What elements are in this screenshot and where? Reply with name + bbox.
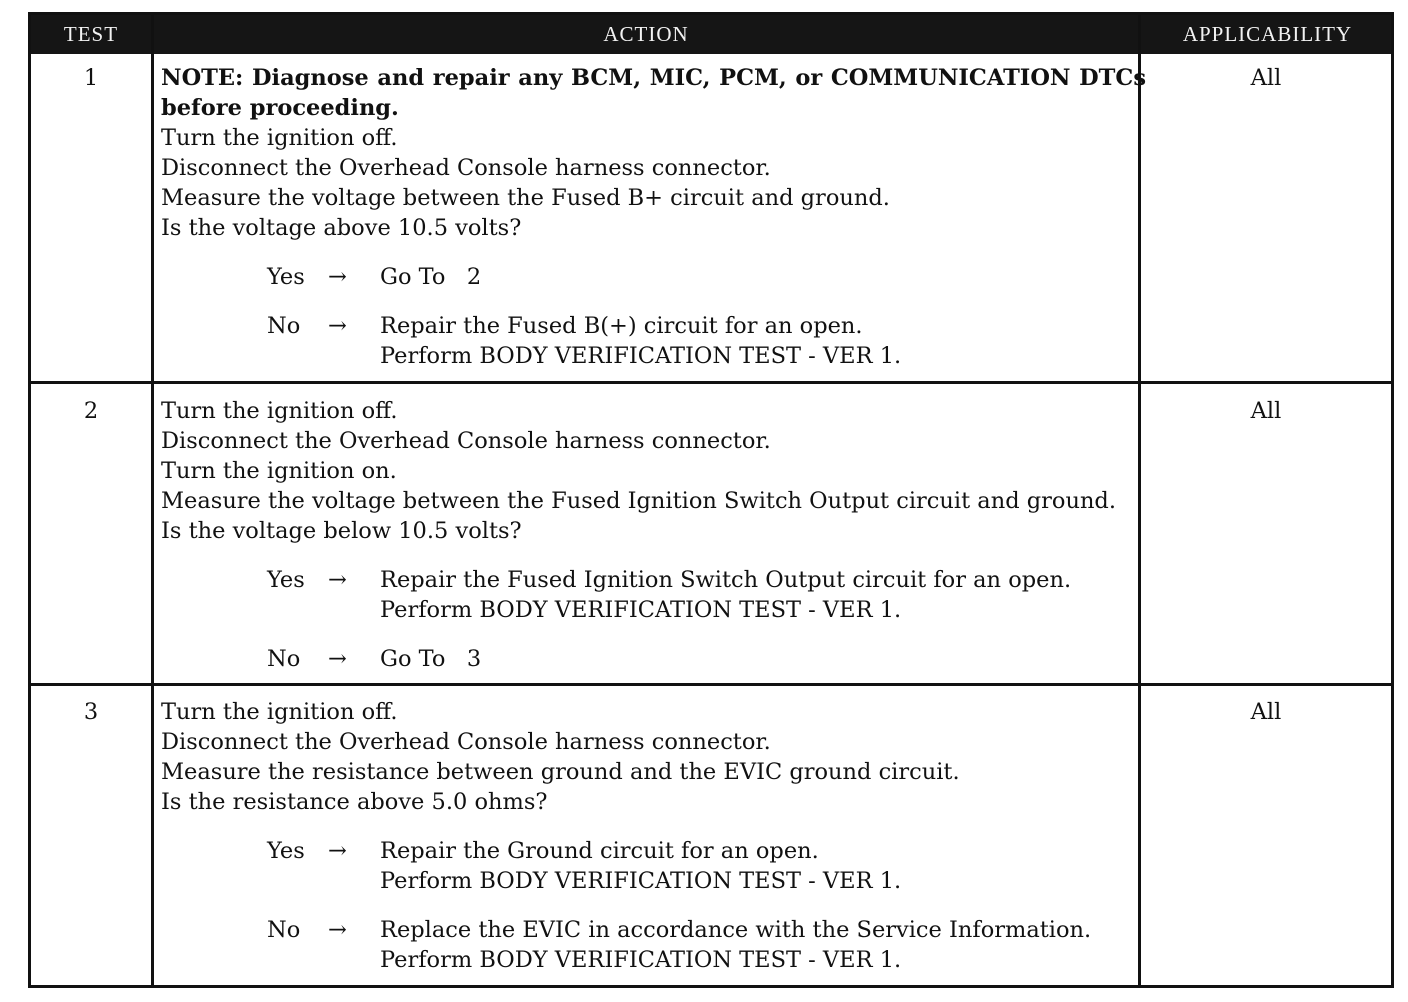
step-text: Turn the ignition off.	[161, 699, 398, 725]
yes-outcome	[161, 565, 1146, 625]
arrow-icon: →	[328, 838, 347, 864]
yes-label: Yes	[267, 838, 305, 864]
step-text: Disconnect the Overhead Console harness connector.	[161, 428, 771, 454]
test-number: 2	[83, 398, 99, 424]
arrow-icon: →	[328, 646, 347, 672]
step-text: Turn the ignition on.	[161, 458, 397, 484]
action-cell	[161, 63, 1146, 371]
header-applicability: APPLICABILITY	[1182, 22, 1353, 46]
outcome-text: Repair the Fused Ignition Switch Output circuit for an open.	[380, 567, 1072, 593]
no-outcome	[161, 311, 1146, 371]
note-text: NOTE: Diagnose and repair any BCM, MIC, PCM, or COMMUNICATION DTCs before proceeding.	[161, 65, 1146, 121]
diagnostic-test-table	[28, 12, 1394, 988]
yes-label: Yes	[267, 567, 305, 593]
arrow-icon: →	[328, 917, 347, 943]
action-cell	[161, 697, 1146, 975]
step-text: Turn the ignition off.	[161, 398, 398, 424]
outcome-text: Replace the EVIC in accordance with the Service Information.	[380, 917, 1092, 943]
test-number: 1	[83, 65, 99, 91]
step-text: Disconnect the Overhead Console harness connector.	[161, 155, 771, 181]
step-text: Is the resistance above 5.0 ohms?	[161, 789, 548, 815]
column-divider	[151, 15, 154, 985]
outcome-text: Go To 3	[380, 646, 482, 672]
applicability-value: All	[1250, 398, 1282, 424]
step-text: Measure the voltage between the Fused B+ circuit and ground.	[161, 185, 890, 211]
step-text: Measure the voltage between the Fused Ignition Switch Output circuit and ground.	[161, 488, 1116, 514]
arrow-icon: →	[328, 313, 347, 339]
row-divider	[31, 683, 1391, 686]
no-outcome	[161, 915, 1146, 975]
header-action: ACTION	[603, 22, 689, 46]
applicability-value: All	[1250, 65, 1282, 91]
table-header	[31, 15, 1391, 54]
applicability-value: All	[1250, 699, 1282, 725]
outcome-text: Perform BODY VERIFICATION TEST - VER 1.	[380, 947, 902, 973]
no-outcome	[161, 644, 1146, 674]
yes-outcome	[161, 836, 1146, 896]
action-cell	[161, 396, 1146, 674]
test-number: 3	[83, 699, 99, 725]
outcome-text: Perform BODY VERIFICATION TEST - VER 1.	[380, 868, 902, 894]
outcome-text: Go To 2	[380, 264, 482, 290]
step-text: Disconnect the Overhead Console harness connector.	[161, 729, 771, 755]
arrow-icon: →	[328, 264, 347, 290]
outcome-text: Repair the Fused B(+) circuit for an open.	[380, 313, 863, 339]
step-text: Measure the resistance between ground and the EVIC ground circuit.	[161, 759, 960, 785]
header-test: TEST	[63, 22, 119, 46]
step-text: Is the voltage below 10.5 volts?	[161, 518, 522, 544]
arrow-icon: →	[328, 567, 347, 593]
row-divider	[31, 381, 1391, 384]
outcome-text: Repair the Ground circuit for an open.	[380, 838, 819, 864]
outcome-text: Perform BODY VERIFICATION TEST - VER 1.	[380, 597, 902, 623]
step-text: Turn the ignition off.	[161, 125, 398, 151]
no-label: No	[267, 313, 301, 339]
yes-label: Yes	[267, 264, 305, 290]
yes-outcome	[161, 262, 1146, 292]
step-text: Is the voltage above 10.5 volts?	[161, 215, 522, 241]
no-label: No	[267, 646, 301, 672]
no-label: No	[267, 917, 301, 943]
outcome-text: Perform BODY VERIFICATION TEST - VER 1.	[380, 343, 902, 369]
